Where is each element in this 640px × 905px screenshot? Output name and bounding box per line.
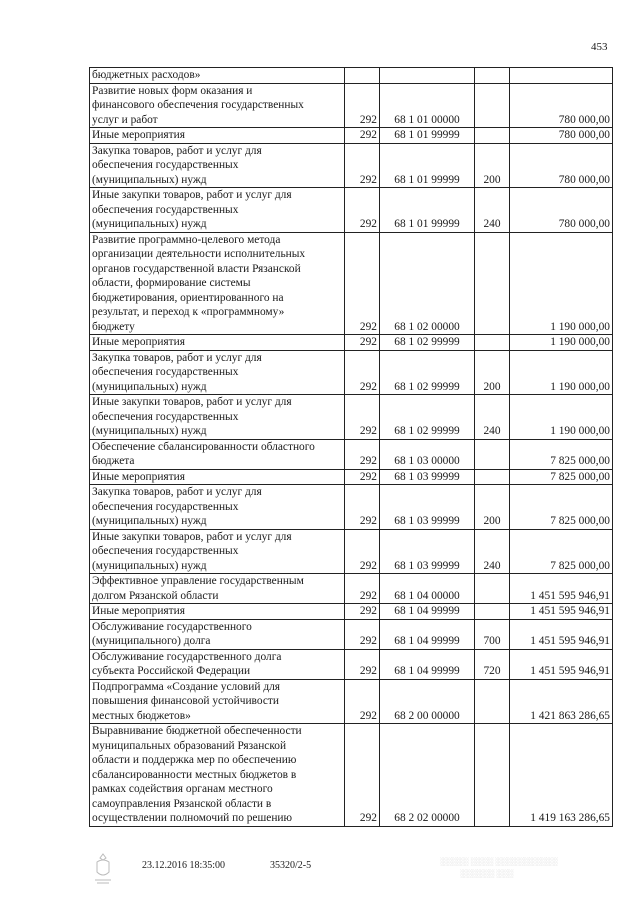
row-admin-code-cell: 292 [345, 604, 380, 620]
row-target-article-cell: 68 1 02 00000 [380, 232, 475, 335]
row-name-cell: Закупка товаров, работ и услуг для обеспечения государственных (муниципальных) нужд [90, 143, 345, 188]
table-row [90, 143, 613, 188]
emblem-logo [90, 852, 116, 886]
budget-table [89, 67, 613, 827]
table-row [90, 83, 613, 128]
row-expense-type-cell: 200 [475, 485, 510, 530]
row-target-article-cell: 68 1 04 99999 [380, 604, 475, 620]
row-amount-cell [510, 68, 613, 84]
row-name-cell: Подпрограмма «Создание условий для повышения финансовой устойчивости местных бюджетов» [90, 679, 345, 724]
row-admin-code-cell [345, 68, 380, 84]
row-expense-type-cell [475, 679, 510, 724]
row-target-article-cell: 68 1 01 99999 [380, 188, 475, 233]
row-amount-cell: 1 451 595 946,91 [510, 574, 613, 604]
row-amount-cell: 1 421 863 286,65 [510, 679, 613, 724]
row-expense-type-cell [475, 232, 510, 335]
row-expense-type-cell: 240 [475, 529, 510, 574]
row-admin-code-cell: 292 [345, 724, 380, 827]
row-admin-code-cell: 292 [345, 83, 380, 128]
row-admin-code-cell: 292 [345, 529, 380, 574]
row-amount-cell: 1 419 163 286,65 [510, 724, 613, 827]
table-row [90, 469, 613, 485]
row-admin-code-cell: 292 [345, 649, 380, 679]
footer-doc-id: 35320/2-5 [270, 860, 312, 871]
row-name-cell: Обслуживание государственного долга субъекта Российской Федерации [90, 649, 345, 679]
row-expense-type-cell [475, 335, 510, 351]
row-target-article-cell: 68 1 03 99999 [380, 529, 475, 574]
row-name-cell: Закупка товаров, работ и услуг для обеспечения государственных (муниципальных) нужд [90, 350, 345, 395]
row-amount-cell: 780 000,00 [510, 143, 613, 188]
footer-date: 23.12.2016 18:35:00 [142, 860, 226, 871]
table-row [90, 619, 613, 649]
row-amount-cell: 1 190 000,00 [510, 350, 613, 395]
row-amount-cell: 1 190 000,00 [510, 335, 613, 351]
table-row [90, 485, 613, 530]
row-expense-type-cell: 200 [475, 143, 510, 188]
row-target-article-cell: 68 1 02 99999 [380, 350, 475, 395]
row-name-cell: Иные мероприятия [90, 604, 345, 620]
table-row [90, 529, 613, 574]
row-name-cell: Обеспечение сбалансированности областного бюджета [90, 439, 345, 469]
row-expense-type-cell: 240 [475, 395, 510, 440]
table-row [90, 188, 613, 233]
row-target-article-cell: 68 1 04 00000 [380, 574, 475, 604]
row-name-cell: Выравнивание бюджетной обеспеченности муниципальных образований Рязанской области и поддержка мер по обеспечению сбалансированности местных бюджетов в рамках содействия органам местного самоуправления Рязанской области в осуществлении полномочий по решению [90, 724, 345, 827]
row-target-article-cell: 68 1 01 99999 [380, 143, 475, 188]
row-admin-code-cell: 292 [345, 485, 380, 530]
row-target-article-cell: 68 1 03 99999 [380, 469, 475, 485]
row-amount-cell: 1 451 595 946,91 [510, 619, 613, 649]
row-amount-cell: 1 451 595 946,91 [510, 604, 613, 620]
row-expense-type-cell: 700 [475, 619, 510, 649]
row-name-cell: Развитие программно-целевого метода организации деятельности исполнительных органов государственной власти Рязанской области, формирование системы бюджетирования, ориентированного на результат, и переход к «программному» бюджету [90, 232, 345, 335]
row-amount-cell: 1 451 595 946,91 [510, 649, 613, 679]
row-name-cell: Иные закупки товаров, работ и услуг для обеспечения государственных (муниципальных) нужд [90, 188, 345, 233]
row-target-article-cell: 68 2 02 00000 [380, 724, 475, 827]
row-admin-code-cell: 292 [345, 395, 380, 440]
page-number: 453 [591, 41, 608, 53]
row-name-cell: Иные мероприятия [90, 335, 345, 351]
row-admin-code-cell: 292 [345, 143, 380, 188]
row-expense-type-cell [475, 83, 510, 128]
row-expense-type-cell: 200 [475, 350, 510, 395]
row-expense-type-cell [475, 128, 510, 144]
row-expense-type-cell [475, 469, 510, 485]
row-name-cell: Эффективное управление государственным долгом Рязанской области [90, 574, 345, 604]
table-row [90, 724, 613, 827]
row-admin-code-cell: 292 [345, 619, 380, 649]
row-expense-type-cell [475, 68, 510, 84]
row-admin-code-cell: 292 [345, 335, 380, 351]
row-name-cell: Иные мероприятия [90, 128, 345, 144]
row-amount-cell: 1 190 000,00 [510, 395, 613, 440]
table-row [90, 335, 613, 351]
table-row [90, 232, 613, 335]
footer-watermark: ░░░░░ ░░░░ ░░░░░░░░░░░ ░░░░░░ ░░░ [440, 857, 558, 878]
row-name-cell: Иные закупки товаров, работ и услуг для обеспечения государственных (муниципальных) нужд [90, 395, 345, 440]
row-target-article-cell: 68 1 02 99999 [380, 395, 475, 440]
table-row [90, 679, 613, 724]
row-admin-code-cell: 292 [345, 679, 380, 724]
row-amount-cell: 780 000,00 [510, 128, 613, 144]
row-name-cell: Иные закупки товаров, работ и услуг для обеспечения государственных (муниципальных) нужд [90, 529, 345, 574]
table-row [90, 350, 613, 395]
table-row [90, 68, 613, 84]
row-amount-cell: 7 825 000,00 [510, 469, 613, 485]
row-expense-type-cell [475, 439, 510, 469]
row-admin-code-cell: 292 [345, 469, 380, 485]
row-admin-code-cell: 292 [345, 350, 380, 395]
row-amount-cell: 7 825 000,00 [510, 439, 613, 469]
row-amount-cell: 780 000,00 [510, 83, 613, 128]
row-name-cell: бюджетных расходов» [90, 68, 345, 84]
row-amount-cell: 1 190 000,00 [510, 232, 613, 335]
table-row [90, 649, 613, 679]
row-expense-type-cell [475, 724, 510, 827]
row-target-article-cell: 68 1 01 99999 [380, 128, 475, 144]
row-expense-type-cell: 720 [475, 649, 510, 679]
row-amount-cell: 780 000,00 [510, 188, 613, 233]
table-row [90, 604, 613, 620]
row-target-article-cell: 68 1 01 00000 [380, 83, 475, 128]
row-target-article-cell: 68 2 00 00000 [380, 679, 475, 724]
row-amount-cell: 7 825 000,00 [510, 485, 613, 530]
row-target-article-cell: 68 1 04 99999 [380, 619, 475, 649]
row-target-article-cell: 68 1 02 99999 [380, 335, 475, 351]
row-target-article-cell: 68 1 04 99999 [380, 649, 475, 679]
row-name-cell: Закупка товаров, работ и услуг для обеспечения государственных (муниципальных) нужд [90, 485, 345, 530]
row-admin-code-cell: 292 [345, 232, 380, 335]
row-name-cell: Иные мероприятия [90, 469, 345, 485]
row-expense-type-cell [475, 604, 510, 620]
row-target-article-cell [380, 68, 475, 84]
row-amount-cell: 7 825 000,00 [510, 529, 613, 574]
row-expense-type-cell: 240 [475, 188, 510, 233]
row-name-cell: Развитие новых форм оказания и финансового обеспечения государственных услуг и работ [90, 83, 345, 128]
row-expense-type-cell [475, 574, 510, 604]
row-admin-code-cell: 292 [345, 574, 380, 604]
row-target-article-cell: 68 1 03 99999 [380, 485, 475, 530]
row-name-cell: Обслуживание государственного (муниципального) долга [90, 619, 345, 649]
table-row [90, 439, 613, 469]
row-admin-code-cell: 292 [345, 439, 380, 469]
row-admin-code-cell: 292 [345, 188, 380, 233]
table-row [90, 128, 613, 144]
row-target-article-cell: 68 1 03 00000 [380, 439, 475, 469]
table-row [90, 574, 613, 604]
row-admin-code-cell: 292 [345, 128, 380, 144]
budget-table-body [90, 68, 613, 827]
table-row [90, 395, 613, 440]
